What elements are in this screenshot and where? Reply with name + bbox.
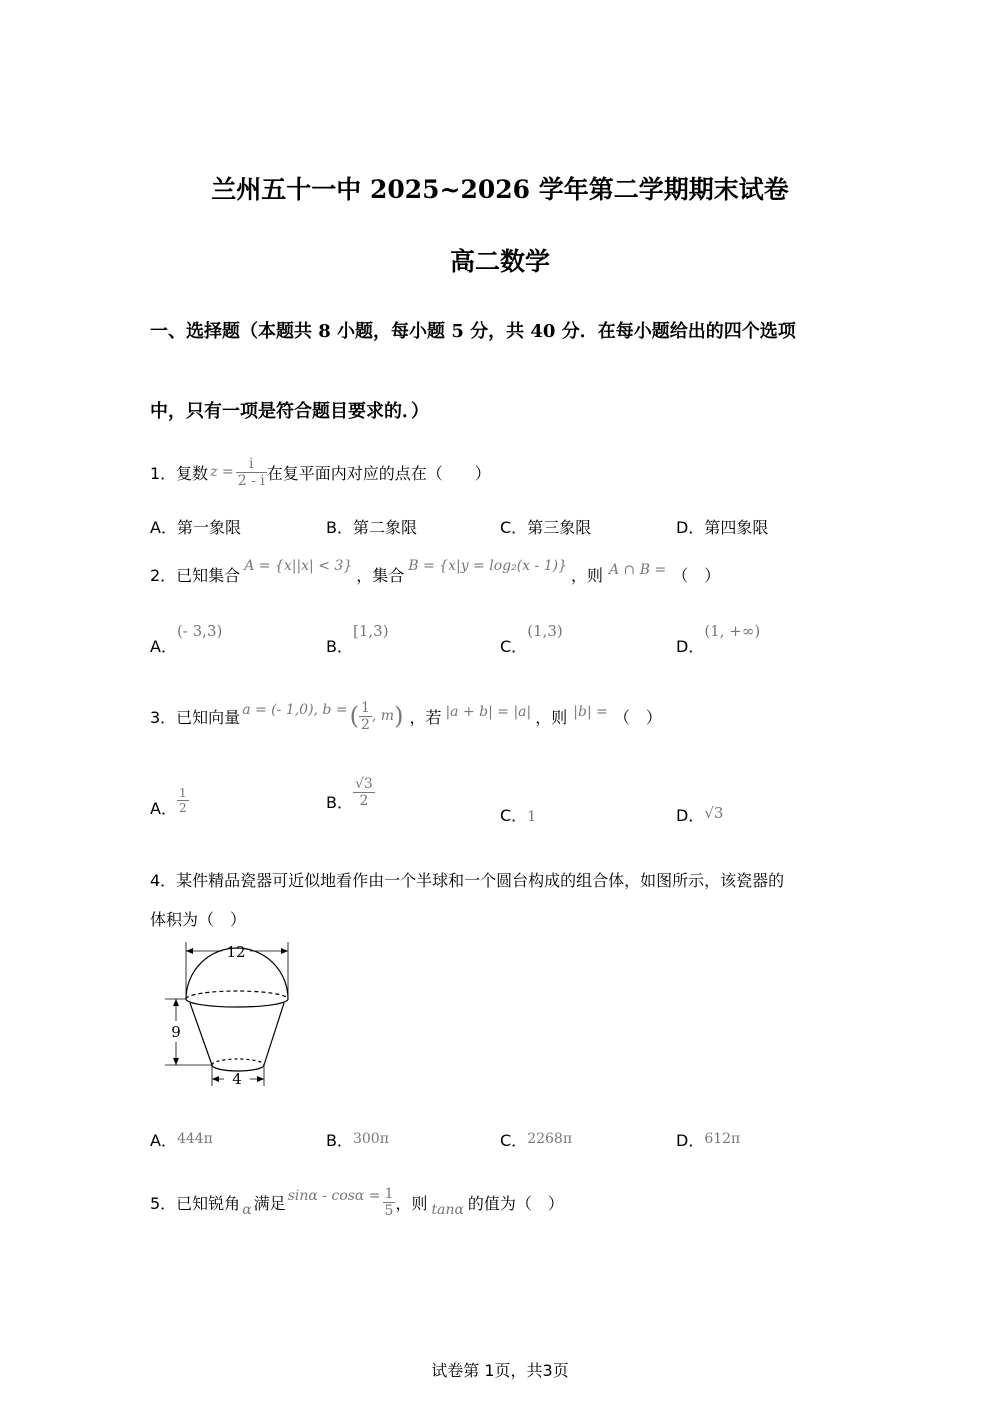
- q5-tan: tanα: [431, 1202, 464, 1218]
- q2-option-b: B．[1,3): [326, 622, 389, 656]
- q4-option-a: A．444π: [150, 1131, 213, 1150]
- q3-option-d: D．√3: [676, 804, 724, 825]
- question-5: [150, 1178, 564, 1226]
- q3-paren-open: (: [349, 702, 359, 730]
- question-1: [150, 452, 491, 492]
- q2-suffix: （ ）: [672, 565, 721, 585]
- q4-option-c: C．2268π: [500, 1131, 573, 1150]
- q5-suffix: 的值为（ ）: [467, 1193, 564, 1213]
- q3-condition: |a + b| = |a|: [445, 704, 532, 720]
- q1-option-b: B．第二象限: [326, 518, 417, 537]
- q5-mid2: ，则: [395, 1193, 428, 1213]
- q5-mid: 满足: [253, 1193, 286, 1213]
- question-2: [150, 554, 720, 594]
- q2-option-d: D．(1, +∞): [676, 622, 761, 656]
- q2-prefix: 2．已知集合: [150, 565, 241, 585]
- q2-option-c: C．(1,3): [500, 622, 563, 656]
- q3-vectors: a = (- 1,0), b =: [242, 702, 348, 718]
- q1-option-d: D．第四象限: [676, 518, 769, 537]
- q1-suffix: 在复平面内对应的点在（ ）: [266, 463, 491, 483]
- q5-frac-den: 5: [384, 1202, 394, 1219]
- q5-frac-num: 1: [384, 1185, 394, 1202]
- q3-option-a: A． $\frac{1}{2}$: [150, 786, 187, 818]
- q1-frac-num: i: [249, 455, 254, 472]
- question-3: [150, 686, 662, 746]
- figure-top-label: 12: [226, 943, 246, 961]
- q2-mid: ，集合: [356, 565, 405, 585]
- q5-alpha: α: [242, 1202, 252, 1218]
- q1-option-a: A．第一象限: [150, 518, 241, 537]
- q4-text-line2: 体积为（ ）: [150, 910, 247, 929]
- q2-mid2: ，则: [570, 565, 603, 585]
- q3-mid2: ，则: [535, 707, 568, 727]
- exam-subject: 高二数学: [449, 247, 550, 276]
- q3-option-b: B． $\frac{√3}{2}$: [326, 776, 373, 812]
- q2-set-b: B = {x|y = log₂(x - 1)}: [408, 558, 567, 574]
- q1-fraction: [236, 456, 267, 489]
- q4-text-line1: 4．某件精品瓷器可近似地看作由一个半球和一个圆台构成的组合体，如图所示，该瓷器的: [150, 871, 785, 890]
- section-heading-line2: 中，只有一项是符合题目要求的．）: [150, 401, 429, 422]
- q4-vessel-figure: [160, 938, 310, 1090]
- q1-option-c: C．第三象限: [500, 518, 592, 537]
- q5-fraction: [383, 1186, 396, 1219]
- page-footer: 试卷第 1页，共3页: [431, 1361, 569, 1380]
- q5-expr: sinα - cosα =: [287, 1188, 381, 1204]
- q1-z: z =: [210, 464, 234, 480]
- q3-fraction: [359, 700, 372, 733]
- q3-ask: |b| =: [573, 704, 608, 720]
- q2-expr: A ∩ B =: [609, 562, 667, 578]
- q1-frac-den: 2 - i: [237, 472, 265, 489]
- q4-option-b: B．300π: [326, 1131, 389, 1150]
- q3-frac-num: 1: [360, 699, 370, 716]
- section-heading-line1: 一、选择题（本题共 8 小题，每小题 5 分，共 40 分．在每小题给出的四个选项: [150, 321, 796, 342]
- figure-bottom-label: 4: [232, 1070, 242, 1088]
- q5-prefix: 5．已知锐角: [150, 1193, 241, 1213]
- q3-suffix: （ ）: [613, 707, 662, 727]
- q3-paren-close: ): [394, 702, 404, 730]
- q3-m: , m: [371, 708, 395, 724]
- q3-mid: ，若: [409, 707, 442, 727]
- q3-option-c: C．1: [500, 806, 537, 825]
- q4-option-d: D．612π: [676, 1131, 741, 1150]
- q2-set-a: A = {x||x| < 3}: [244, 558, 353, 574]
- q3-frac-den: 2: [360, 716, 370, 733]
- figure-height-label: 9: [171, 1023, 181, 1041]
- q1-prefix: 1．复数: [150, 463, 209, 483]
- q2-option-a: A．(- 3,3): [150, 622, 223, 656]
- exam-title: 兰州五十一中 2025~2026 学年第二学期期末试卷: [211, 175, 789, 204]
- q3-prefix: 3．已知向量: [150, 707, 241, 727]
